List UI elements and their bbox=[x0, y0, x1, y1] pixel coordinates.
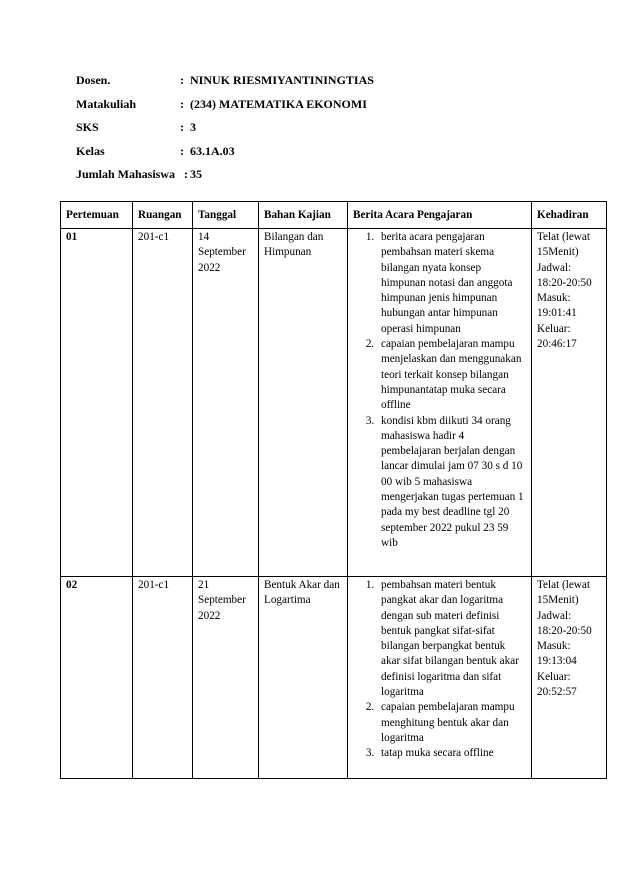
list-item: 1. pembahsan materi bentuk pangkat akar dan logaritma dengan sub materi definisi bentuk pangkat sifat-sifat bilangan berpangkat bentuk akar sifat bilangan bentuk akar definisi logaritma dan sifat logaritma bbox=[377, 578, 527, 700]
header-ruangan: Ruangan bbox=[133, 202, 193, 229]
info-row-jumlah bbox=[76, 167, 374, 191]
info-value: NINUK RIESMIYANTININGTIAS bbox=[190, 73, 374, 87]
cell-pertemuan: 02 bbox=[61, 577, 133, 779]
info-label: Jumlah Mahasiswa bbox=[76, 167, 176, 181]
list-item: 3. kondisi kbm diikuti 34 orang mahasiswa hadir 4 pembelajaran berjalan dengan lancar dimulai jam 07 30 s d 10 00 wib 5 mahasiswa mengerjakan tugas pertemuan 1 pada my best deadline tgl 20 september 2022 pukul 23 59 wib bbox=[377, 414, 527, 552]
cell-berita-acara bbox=[348, 229, 532, 577]
info-label: Dosen. bbox=[76, 73, 111, 87]
info-row-kelas bbox=[76, 144, 374, 168]
teaching-log-table bbox=[60, 201, 607, 779]
info-colon: : bbox=[180, 143, 184, 158]
info-row-dosen bbox=[76, 73, 374, 97]
info-colon: : bbox=[180, 73, 184, 87]
list-item: 2. capaian pembelajaran mampu menjelaskan dan menggunakan teori terkait konsep bilangan himpunantatap muka secara offline bbox=[377, 337, 527, 413]
cell-ruangan: 201-c1 bbox=[133, 577, 193, 779]
cell-kehadiran: Telat (lewat 15Menit) Jadwal: 18:20-20:50 Masuk: 19:13:04 Keluar: 20:52:57 bbox=[532, 577, 607, 779]
header-tanggal: Tanggal bbox=[193, 202, 259, 229]
list-item: 3. tatap muka secara offline bbox=[377, 746, 527, 761]
info-label: Matakuliah bbox=[76, 96, 137, 111]
table-row bbox=[61, 229, 607, 577]
cell-tanggal: 21 September 2022 bbox=[193, 577, 259, 779]
info-label: Kelas bbox=[76, 143, 105, 158]
table-row bbox=[61, 577, 607, 779]
info-value: 35 bbox=[190, 167, 202, 181]
header-pertemuan: Pertemuan bbox=[61, 202, 133, 229]
cell-kehadiran: Telat (lewat 15Menit) Jadwal: 18:20-20:50 Masuk: 19:01:41 Keluar: 20:46:17 bbox=[532, 229, 607, 577]
list-item: 2. capaian pembelajaran mampu menghitung bentuk akar dan logaritma bbox=[377, 700, 527, 746]
acara-list bbox=[353, 578, 527, 762]
info-value: 3 bbox=[190, 120, 196, 134]
info-colon: : bbox=[184, 167, 188, 181]
cell-pertemuan: 01 bbox=[61, 229, 133, 577]
cell-tanggal: 14 September 2022 bbox=[193, 229, 259, 577]
info-row-sks bbox=[76, 120, 374, 144]
cell-ruangan: 201-c1 bbox=[133, 229, 193, 577]
header-bahan-kajian: Bahan Kajian bbox=[259, 202, 348, 229]
acara-list bbox=[353, 230, 527, 551]
course-info bbox=[76, 73, 374, 191]
info-value: (234) MATEMATIKA EKONOMI bbox=[190, 96, 367, 111]
info-value: 63.1A.03 bbox=[190, 143, 235, 158]
cell-berita-acara bbox=[348, 577, 532, 779]
info-row-matakuliah bbox=[76, 97, 374, 121]
list-item: 1. berita acara pengajaran pembahsan materi skema bilangan nyata konsep himpunan notasi dan anggota himpunan jenis himpunan hubungan antar himpunan operasi himpunan bbox=[377, 230, 527, 337]
cell-bahan-kajian: Bentuk Akar dan Logartima bbox=[259, 577, 348, 779]
header-berita-acara: Berita Acara Pengajaran bbox=[348, 202, 532, 229]
cell-bahan-kajian: Bilangan dan Himpunan bbox=[259, 229, 348, 577]
info-label: SKS bbox=[76, 120, 99, 134]
header-kehadiran: Kehadiran bbox=[532, 202, 607, 229]
info-colon: : bbox=[180, 96, 184, 111]
info-colon: : bbox=[180, 120, 184, 134]
table-header-row bbox=[61, 202, 607, 229]
